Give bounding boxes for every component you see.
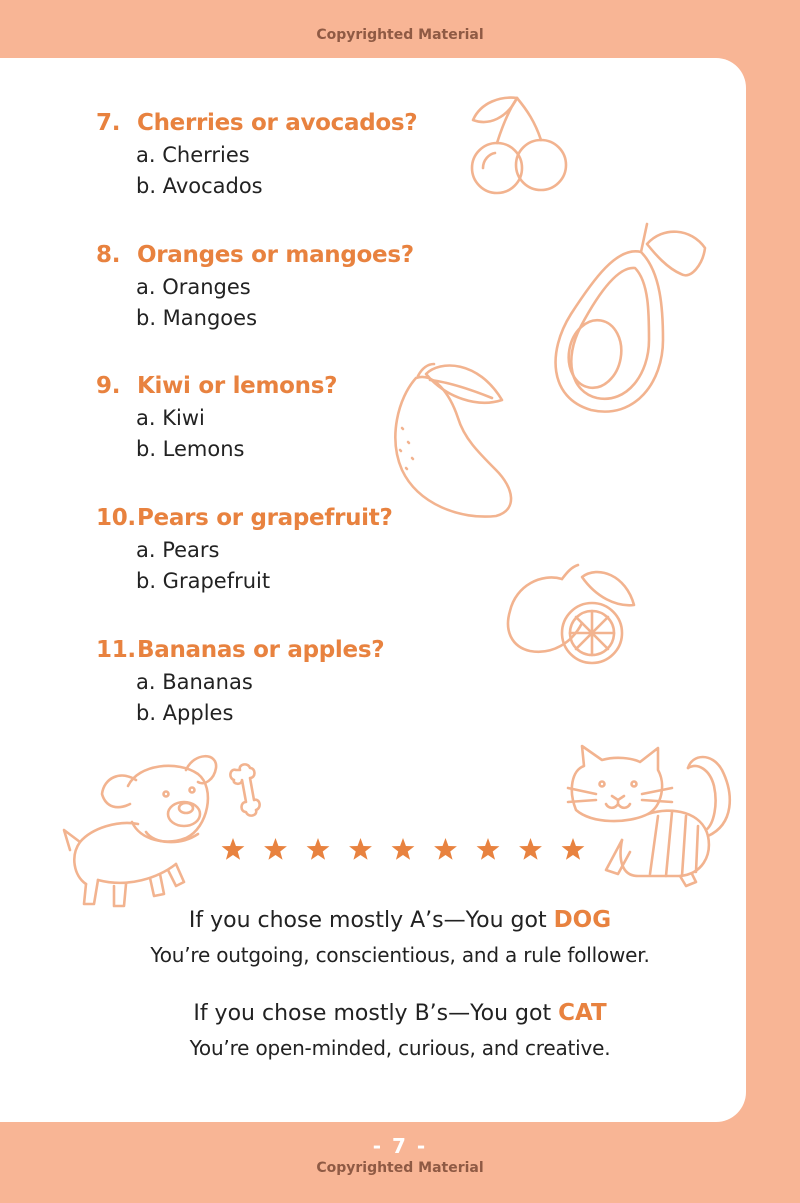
result-description: You’re open-minded, curious, and creative. [189,1036,611,1060]
star-divider [220,835,592,865]
result-heading: If you chose mostly A’s—You got DOG [188,907,612,933]
option-a: a. Pears [136,538,220,562]
option-a: a. Oranges [136,275,251,299]
option-b: b. Mangoes [136,306,258,330]
star-icon [349,838,372,860]
question-10 [96,505,393,593]
page-number: - 7 - [372,1134,428,1158]
avocado-icon [535,222,715,417]
dog-icon [58,746,223,914]
result-description: You’re outgoing, conscientious, and a rule follower. [150,943,650,967]
result-heading: If you chose mostly B’s—You got CAT [193,1000,607,1026]
star-icon [222,838,245,860]
result-animal: CAT [558,1000,607,1026]
copyright-header: Copyrighted Material [316,27,484,43]
result-cat [0,1000,800,1060]
option-b: b. Avocados [136,174,263,198]
question-11 [96,637,384,725]
star-icon [477,838,500,860]
question-title: 11.Bananas or apples? [96,637,385,663]
star-icon [307,838,330,860]
copyright-footer: Copyrighted Material [316,1160,484,1176]
option-b: b. Apples [136,701,234,725]
lemon-icon [502,563,642,673]
star-icon [264,838,287,860]
question-9 [96,373,337,461]
question-title: 7. Cherries or avocados? [96,110,418,136]
question-8 [96,242,414,330]
option-b: b. Grapefruit [136,569,271,593]
mango-icon [388,358,518,523]
question-title: 10.Pears or grapefruit? [96,505,393,531]
bone-icon [226,764,264,819]
result-dog [0,907,800,967]
option-a: a. Bananas [136,670,253,694]
star-icon [434,838,457,860]
star-icon [519,838,542,860]
cherries-icon [465,92,575,197]
star-icon [562,838,585,860]
question-7 [96,110,417,198]
cat-icon [562,740,737,890]
question-title: 8. Oranges or mangoes? [96,242,414,268]
result-animal: DOG [553,907,612,933]
star-icon [392,838,415,860]
option-b: b. Lemons [136,437,245,461]
option-a: a. Kiwi [136,406,205,430]
option-a: a. Cherries [136,143,250,167]
question-title: 9. Kiwi or lemons? [96,373,338,399]
